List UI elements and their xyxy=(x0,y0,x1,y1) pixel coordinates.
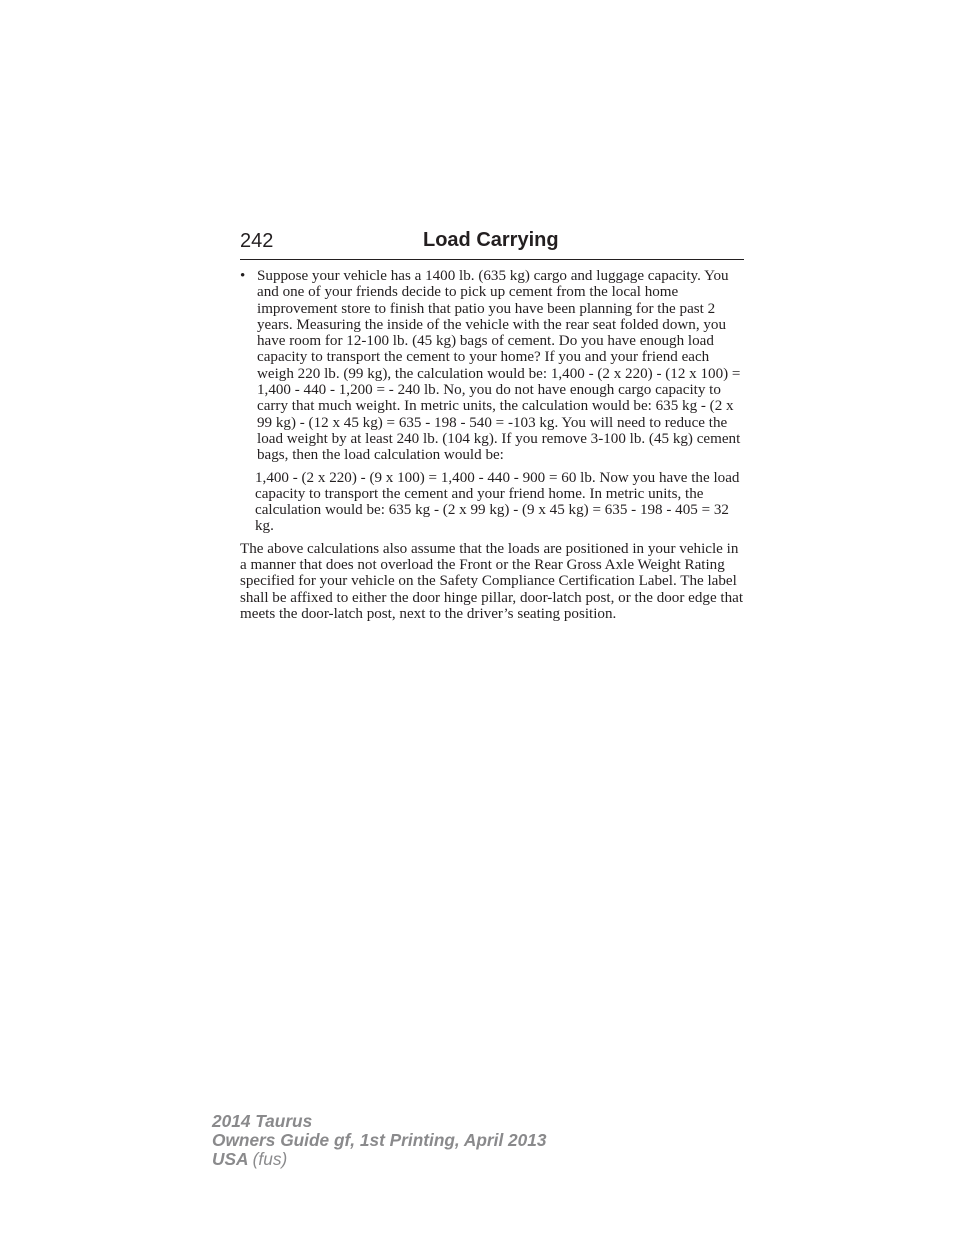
section-title: Load Carrying xyxy=(423,229,559,251)
body-paragraph: The above calculations also assume that the loads are positioned in your vehicle in a manner that does not overload the Front or the Rear Gross Axle Weight Rating specified for your vehicle on the Safety Compliance Certification Label. The label shall be affixed to either the door hinge pillar, door-latch post, or the door edge that meets the door-latch post, next to the driver’s seating position. xyxy=(240,540,744,622)
page-header xyxy=(240,228,744,260)
footer-region xyxy=(212,1150,547,1169)
bullet-icon: • xyxy=(240,268,246,284)
bullet-text: Suppose your vehicle has a 1400 lb. (635 kg) cargo and luggage capacity. You and one of your friends decide to pick up cement from the local home improvement store to finish that patio you have been planning for the past 2 years. Measuring the inside of the vehicle with the rear seat folded down, you have room for 12-100 lb. (45 kg) bags of cement. Do you have enough load capacity to transport the cement to your home? If you and your friend each weigh 220 lb. (99 kg), the calculation would be: 1,400 - (2 x 220) - (12 x 100) = 1,400 - 440 - 1,200 = - 240 lb. No, you do not have enough cargo capacity to carry that much weight. In metric units, the calculation would be: 635 kg - (2 x 99 kg) - (12 x 45 kg) = 635 - 198 - 540 = -103 kg. You will need to reduce the load weight by at least 240 lb. (104 kg). If you remove 3-100 lb. (45 kg) cement bags, then the load calculation would be: xyxy=(257,268,741,464)
footer-edition: Owners Guide gf, 1st Printing, April 2013 xyxy=(212,1130,547,1151)
footer-region-main: USA xyxy=(212,1149,248,1170)
page-number: 242 xyxy=(240,230,274,252)
body-content xyxy=(240,268,744,622)
bullet-item xyxy=(240,268,744,464)
footer-model: 2014 Taurus xyxy=(212,1111,313,1131)
page-footer xyxy=(212,1112,547,1170)
bullet-continuation: 1,400 - (2 x 220) - (9 x 100) = 1,400 - 440 - 900 = 60 lb. Now you have the load capacity to transport the cement and your friend home. In metric units, the calculation would be: 635 kg - (2 x 99 kg) - (9 x 45 kg) = 635 - 198 - 405 = 32 kg. xyxy=(255,469,740,535)
footer-region-code: (fus) xyxy=(252,1149,288,1170)
